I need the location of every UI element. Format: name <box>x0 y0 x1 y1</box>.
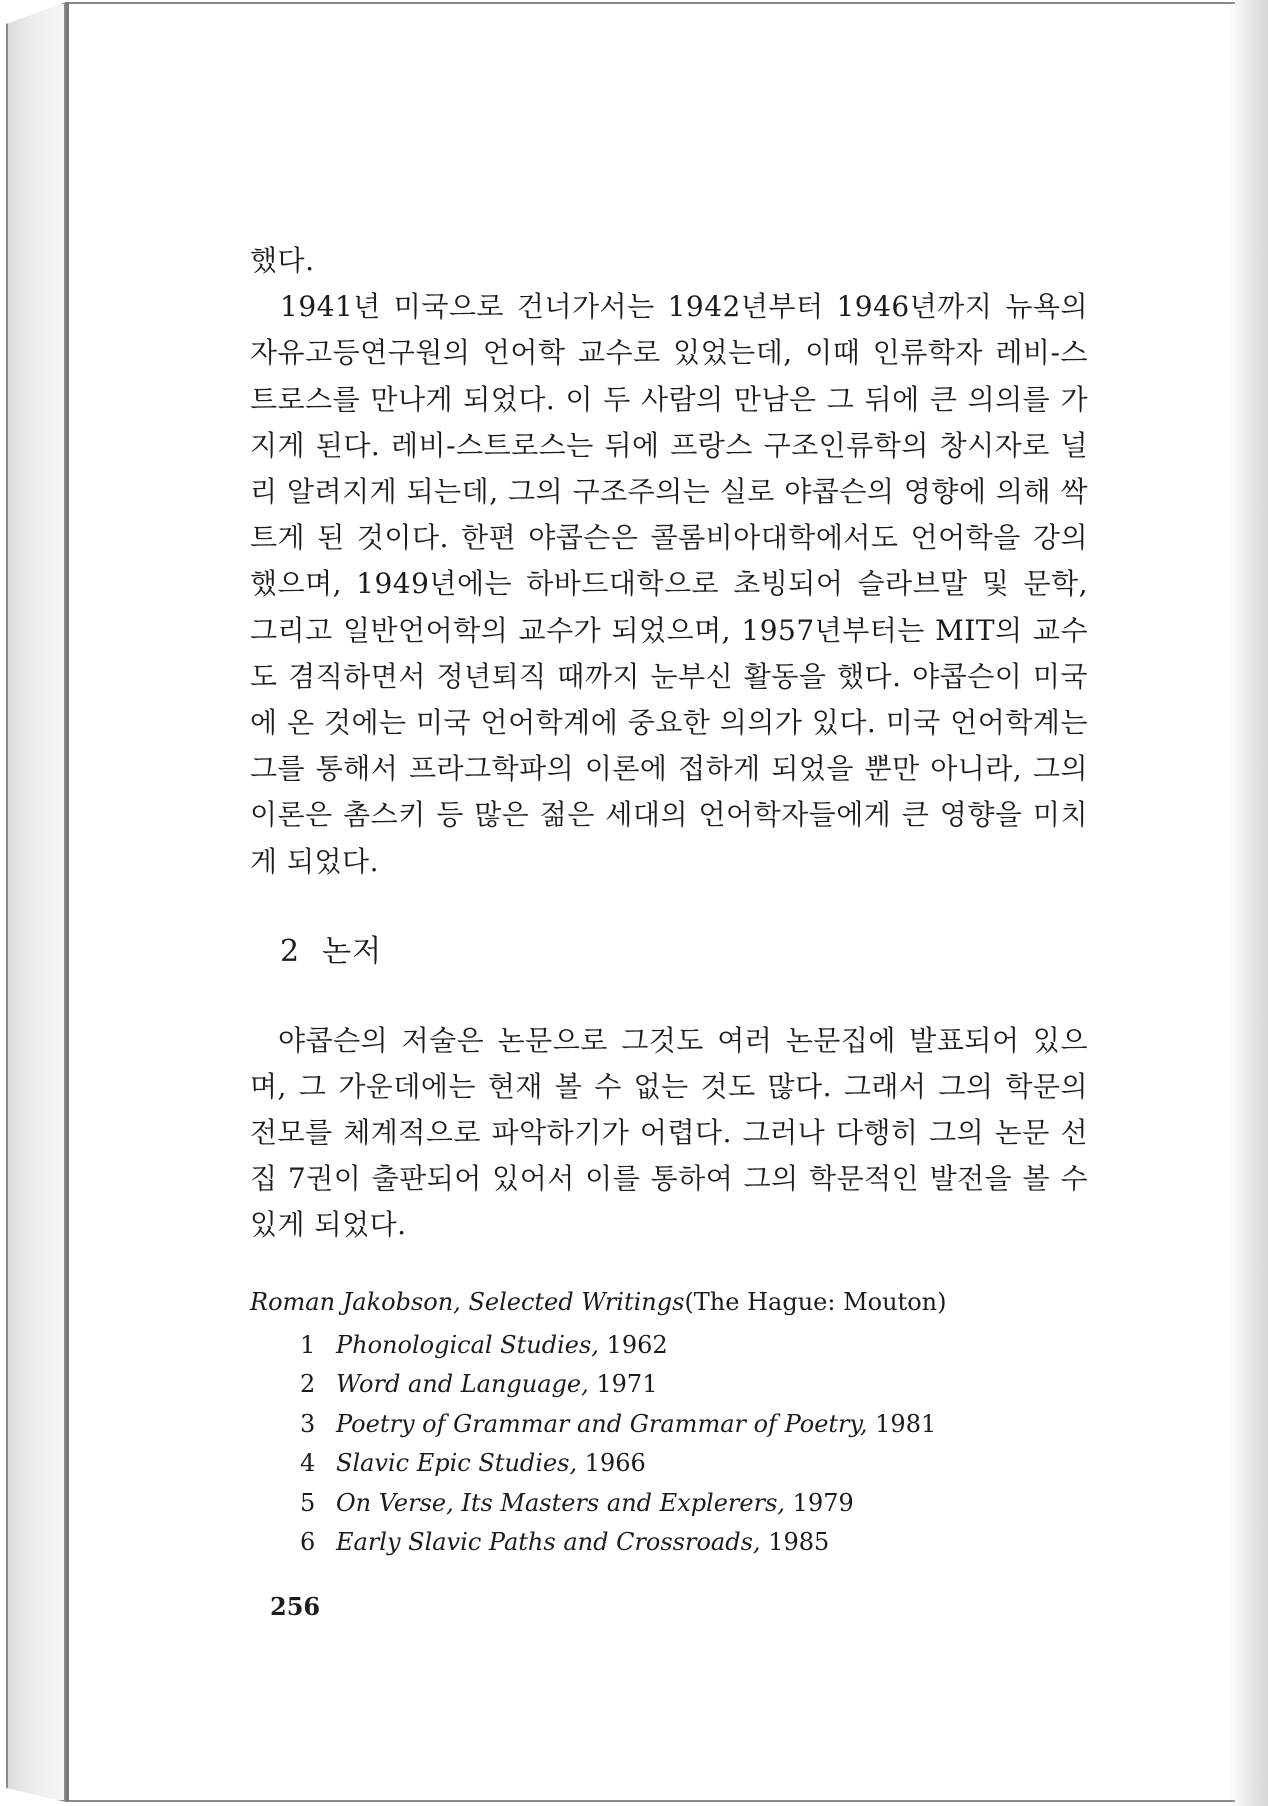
item-number: 4 <box>300 1449 316 1478</box>
item-title: Slavic Epic Studies, <box>336 1449 578 1478</box>
paragraph-writings <box>250 1018 1088 1248</box>
item-title: Word and Language, <box>336 1370 589 1399</box>
bibliography-title <box>250 1286 1090 1318</box>
item-year: 1971 <box>596 1370 658 1399</box>
item-title: Early Slavic Paths and Crossroads, <box>336 1528 761 1557</box>
item-year: 1966 <box>584 1449 646 1478</box>
bibliography-list <box>250 1326 1090 1562</box>
bibliography-title-plain: (The Hague: Mouton) <box>684 1288 947 1316</box>
paragraph-biography-text: 1941년 미국으로 건너가서는 1942년부터 1946년까지 뉴욕의 자유고등연구원의 언어학 교수로 있었는데, 이때 인류학자 레비-스트로스를 만나게 되었다. 이 두 사람의 만남은 그 뒤에 큰 의의를 가지게 된다. 레비-스트로스는 뒤에 프랑스 구조인류학의 창시자로 널리 알려지게 되는데, 그의 구조주의는 실로 야콥슨의 영향에 의해 싹트게 된 것이다. 한편 야콥슨은 콜롬비아대학에서도 언어학을 강의했으며, 1949년에는 하바드대학으로 초빙되어 슬라브말 및 문학, 그리고 일반언어학의 교수가 되었으며, 1957년부터는 MIT의 교수도 겸직하면서 정년퇴직 때까지 눈부신 활동을 했다. 야콥슨이 미국에 온 것에는 미국 언어학계에 중요한 의의가 있다. 미국 언어학계는 그를 통해서 프라그학파의 이론에 접하게 되었을 뿐만 아니라, 그의 이론은 촘스키 등 많은 젊은 세대의 언어학자들에게 큰 영향을 미치게 되었다. <box>250 290 1088 878</box>
list-item <box>250 1326 1090 1365</box>
item-year: 1979 <box>792 1488 854 1517</box>
section-title: 논저 <box>322 934 383 969</box>
list-item <box>250 1523 1090 1562</box>
item-number: 2 <box>300 1370 316 1399</box>
section-number: 2 <box>280 934 301 969</box>
paragraph-continuation: 했다. <box>250 244 315 277</box>
bibliography-title-italic: Roman Jakobson, Selected Writings <box>250 1288 685 1316</box>
section-heading <box>280 926 404 970</box>
body-text <box>250 238 1088 885</box>
item-title: Phonological Studies, <box>336 1331 599 1359</box>
book-spine <box>6 2 66 1802</box>
list-item <box>250 1365 1090 1404</box>
paragraph-biography <box>250 284 1088 885</box>
bibliography <box>250 1286 1090 1562</box>
item-year: 1985 <box>768 1528 830 1557</box>
page-shadow <box>1230 0 1268 1806</box>
item-number: 5 <box>300 1488 316 1517</box>
item-year: 1981 <box>875 1409 937 1438</box>
item-year: 1962 <box>606 1331 668 1359</box>
item-title: On Verse, Its Masters and Explerers, <box>336 1488 786 1517</box>
paragraph-writings-text: 야콥슨의 저술은 논문으로 그것도 여러 논문집에 발표되어 있으며, 그 가운데에는 현재 볼 수 없는 것도 많다. 그래서 그의 학문의 전모를 체계적으로 파악하기가 어렵다. 그러나 다행히 그의 논문 선집 7권이 출판되어 있어서 이를 통하여 그의 학문적인 발전을 볼 수 있게 되었다. <box>250 1024 1088 1241</box>
list-item <box>250 1484 1090 1523</box>
item-number: 3 <box>300 1409 316 1438</box>
item-title: Poetry of Grammar and Grammar of Poetry, <box>336 1409 868 1438</box>
item-number: 6 <box>300 1528 316 1557</box>
list-item <box>250 1444 1090 1483</box>
page-number: 256 <box>270 1592 321 1621</box>
item-number: 1 <box>300 1331 316 1359</box>
list-item <box>250 1405 1090 1444</box>
